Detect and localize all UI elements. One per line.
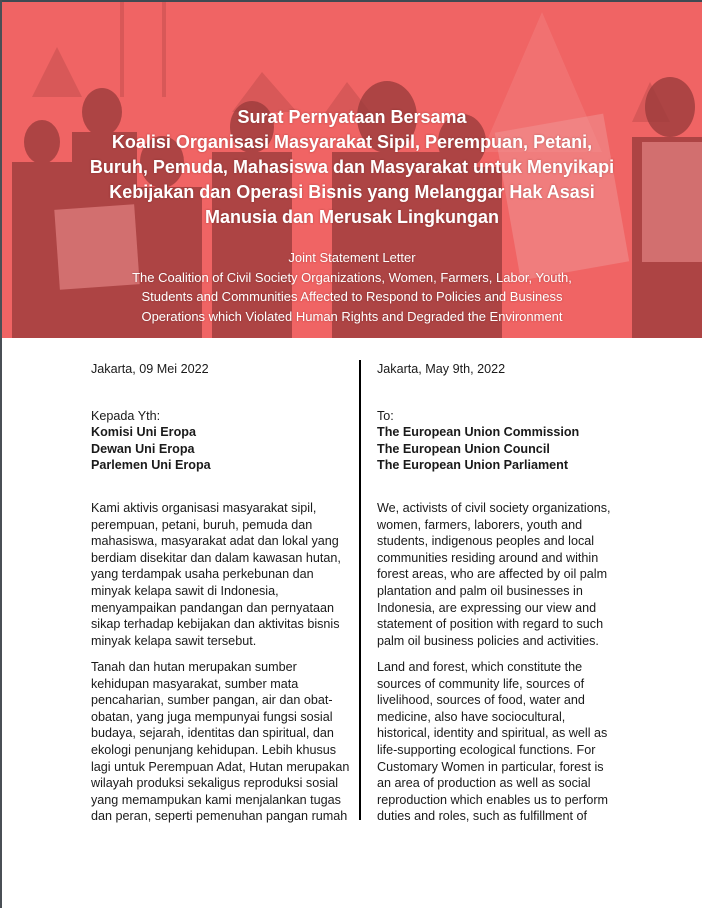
title-line: Buruh, Pemuda, Mahasiswa dan Masyarakat untuk Menyikapi xyxy=(89,157,615,177)
text-line: mahasiswa, masyarakat adat dan lokal yang xyxy=(91,534,339,549)
text-line: palm oil business policies and activities. xyxy=(377,633,599,648)
text-line: Customary Women in particular, forest is xyxy=(377,759,604,774)
recipient: The European Union Commission xyxy=(377,425,580,440)
text-line: minyak kelapa sawit di Indonesia, xyxy=(91,583,279,598)
text-line: yang memampukan kami menjalankan tugas xyxy=(91,792,341,807)
text-line: Kami aktivis organisasi masyarakat sipil, xyxy=(91,501,317,515)
letter-date: Jakarta, May 9th, 2022 xyxy=(377,362,506,376)
document-title xyxy=(62,105,642,230)
title-line: Koalisi Organisasi Masyarakat Sipil, Perempuan, Petani, xyxy=(111,132,593,152)
text-line: women, farmers, laborers, youth and xyxy=(377,517,583,532)
subtitle-line: Operations which Violated Human Rights and Degraded the Environment xyxy=(141,308,563,324)
text-line: statement of position with regard to such xyxy=(377,617,604,632)
header-banner xyxy=(2,2,702,338)
text-line: yang terdampak usaha perkebunan dan xyxy=(91,567,314,582)
text-line: perempuan, petani, buruh, pemuda dan xyxy=(91,517,313,532)
text-line: medicine, also have sociocultural, xyxy=(377,709,566,724)
title-line: Manusia dan Merusak Lingkungan xyxy=(204,207,500,227)
body-paragraph xyxy=(377,500,657,649)
text-line: menyampaikan pandangan dan pernyataan xyxy=(91,600,334,615)
text-line: life-supporting ecological functions. For xyxy=(377,742,596,757)
text-line: minyak kelapa sawit tersebut. xyxy=(91,633,257,648)
text-line: ekologi penunjang kehidupan. Lebih khusus xyxy=(91,742,337,757)
text-line: livelihood, sources of food, water and xyxy=(377,693,585,708)
text-line: Land and forest, which constitute the xyxy=(377,660,583,674)
recipient: The European Union Parliament xyxy=(377,457,569,472)
text-line: Tanah dan hutan merupakan sumber xyxy=(91,660,297,674)
text-line: sources of community life, sources of xyxy=(377,676,585,691)
right-column-english xyxy=(377,361,649,824)
title-line: Surat Pernyataan Bersama xyxy=(237,107,467,127)
subtitle-line: Students and Communities Affected to Respond to Policies and Business xyxy=(141,289,563,304)
addressee-block xyxy=(91,408,211,473)
text-line: forest areas, who are affected by oil palm xyxy=(377,567,608,582)
text-line: lagi untuk Perempuan Adat, Hutan merupakan xyxy=(91,759,350,774)
document-subtitle xyxy=(62,248,642,326)
recipient: The European Union Council xyxy=(377,441,550,456)
text-line: plantation and palm oil businesses in xyxy=(377,583,583,598)
text-line: wilayah produksi sekaligus reproduksi sosial xyxy=(91,776,339,791)
text-line: communities residing around and within xyxy=(377,550,599,565)
text-line: berdiam disekitar dan dalam kawasan hutan, xyxy=(91,550,341,565)
text-line: duties and roles, such as fulfillment of xyxy=(377,809,588,824)
text-line: budaya, sejarah, identitas dan spiritual, dan xyxy=(91,726,334,741)
text-line: students, indigenous peoples and local xyxy=(377,534,595,549)
text-line: historical, identity and spiritual, as well as xyxy=(377,726,608,741)
body-paragraph xyxy=(91,659,371,825)
left-column-indonesian xyxy=(91,361,363,824)
body-paragraph xyxy=(377,659,657,825)
salutation: To: xyxy=(377,409,394,423)
text-line: Indonesia, are expressing our view and xyxy=(377,600,597,615)
text-line: reproduction which enables us to perform xyxy=(377,792,609,807)
text-line: an area of production as well as social xyxy=(377,776,591,791)
letter-date: Jakarta, 09 Mei 2022 xyxy=(91,362,209,376)
recipient: Parlemen Uni Eropa xyxy=(91,457,211,472)
text-line: dan peran, seperti pemenuhan pangan rumah xyxy=(91,809,348,824)
recipient: Dewan Uni Eropa xyxy=(91,441,195,456)
body-paragraph xyxy=(91,500,371,649)
addressee-block xyxy=(377,408,579,473)
text-line: pencaharian, sumber pangan, air dan obat- xyxy=(91,693,333,708)
recipient: Komisi Uni Eropa xyxy=(91,425,196,440)
subtitle-line: The Coalition of Civil Society Organizations, Women, Farmers, Labor, Youth, xyxy=(132,269,572,285)
text-line: sikap terhadap kebijakan dan aktivitas bisnis xyxy=(91,617,340,632)
subtitle-line: Joint Statement Letter xyxy=(288,250,416,265)
salutation: Kepada Yth: xyxy=(91,409,161,423)
title-line: Kebijakan dan Operasi Bisnis yang Melanggar Hak Asasi xyxy=(109,182,595,202)
text-line: We, activists of civil society organizations, xyxy=(377,501,611,515)
text-line: kehidupan masyarakat, sumber mata xyxy=(91,676,299,691)
text-line: obatan, yang juga mempunyai fungsi sosial xyxy=(91,709,333,724)
